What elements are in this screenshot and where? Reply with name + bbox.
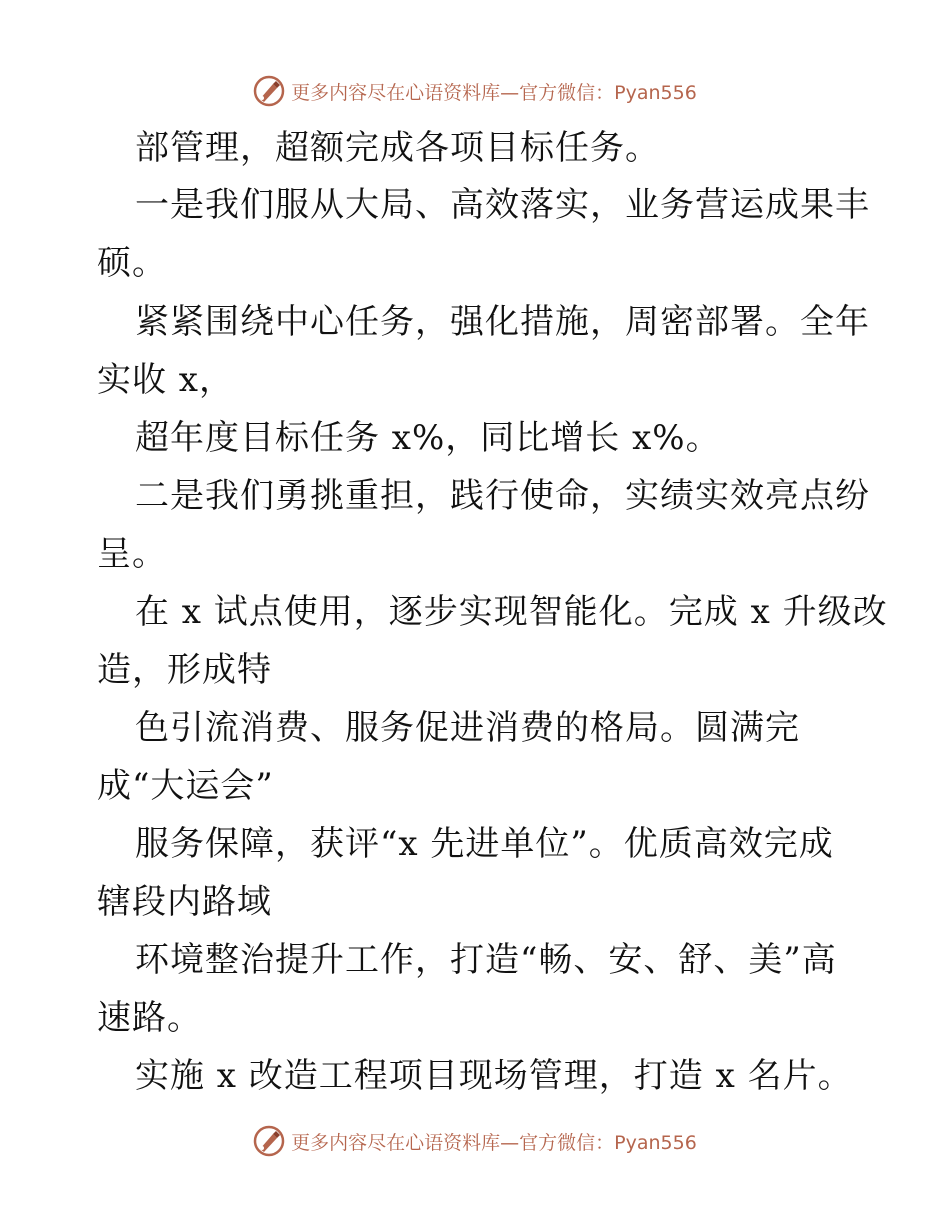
body-line: 色引流消费、服务促进消费的格局。圆满完 — [135, 708, 800, 748]
pen-logo-icon — [253, 75, 285, 107]
body-line: 速路。 — [97, 998, 202, 1038]
body-line: 二是我们勇挑重担，践行使命，实绩实效亮点纷 — [135, 476, 870, 516]
body-line: 服务保障，获评“x 先进单位”。优质高效完成 — [135, 824, 834, 864]
body-line: 部管理，超额完成各项目标任务。 — [135, 128, 660, 168]
body-line: 超年度目标任务 x%，同比增长 x%。 — [135, 418, 721, 458]
header-watermark — [0, 71, 950, 111]
pen-logo-icon — [253, 1125, 285, 1157]
body-line: 实施 x 改造工程项目现场管理，打造 x 名片。 — [135, 1056, 853, 1096]
body-line: 一是我们服从大局、高效落实，业务营运成果丰 — [135, 185, 870, 225]
watermark-text: 更多内容尽在心语资料库—官方微信：Pyan556 — [291, 81, 697, 104]
watermark-text: 更多内容尽在心语资料库—官方微信：Pyan556 — [291, 1131, 697, 1154]
body-line: 辖段内路域 — [97, 882, 272, 922]
body-line: 成“大运会” — [97, 766, 274, 806]
body-line: 造，形成特 — [97, 650, 272, 690]
body-line: 实收 x， — [97, 360, 234, 400]
body-line: 硕。 — [97, 243, 167, 283]
body-line: 呈。 — [97, 534, 167, 574]
body-line: 紧紧围绕中心任务，强化措施，周密部署。全年 — [135, 302, 870, 342]
body-line: 在 x 试点使用，逐步实现智能化。完成 x 升级改 — [135, 592, 888, 632]
body-line: 环境整治提升工作，打造“畅、安、舒、美”高 — [135, 940, 837, 980]
footer-watermark — [0, 1121, 950, 1161]
